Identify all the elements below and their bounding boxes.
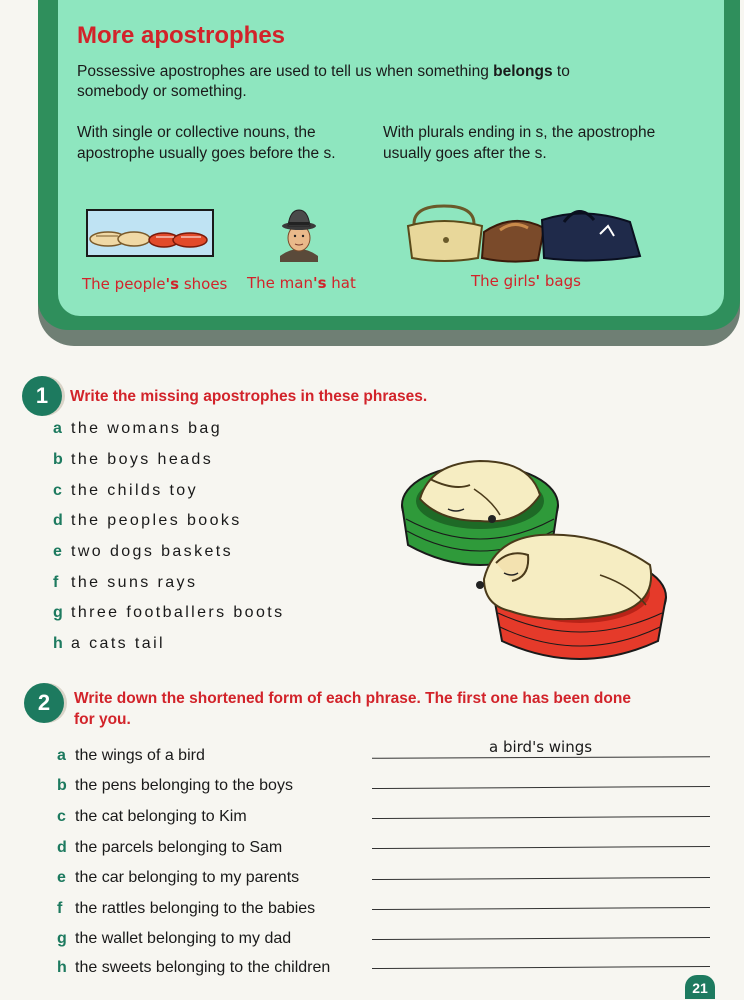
item-text: the pens belonging to the boys <box>75 777 293 794</box>
caption-mans-hat <box>247 274 356 292</box>
caption-text: bags <box>540 272 581 290</box>
item-text: two dogs baskets <box>71 543 234 560</box>
exercise-1-instruction: Write the missing apostrophes in these phrases. <box>70 388 428 405</box>
item-letter: d <box>57 839 67 856</box>
item-text: the wallet belonging to my dad <box>75 930 292 947</box>
item-letter: f <box>53 574 59 591</box>
item-text: the sweets belonging to the children <box>75 959 331 976</box>
answer-line[interactable] <box>372 816 710 819</box>
item-text: the wings of a bird <box>75 747 205 764</box>
exercise-2-item <box>57 839 282 857</box>
item-letter: g <box>53 604 63 621</box>
page-number: 21 <box>685 975 715 999</box>
item-letter: d <box>53 512 63 529</box>
item-text: the peoples books <box>71 512 242 529</box>
caption-text: The man <box>247 274 313 292</box>
exercise-2-badge: 2 <box>24 683 64 723</box>
item-letter: c <box>57 808 66 825</box>
item-text: the rattles belonging to the babies <box>75 900 316 917</box>
item-letter: f <box>57 900 63 917</box>
bags-illustration <box>404 202 644 264</box>
exercise-2-instruction <box>74 688 694 730</box>
caption-text: The people <box>82 275 166 293</box>
answer-line[interactable] <box>372 756 710 758</box>
instruction-line: for you. <box>74 711 131 728</box>
exercise-2-item <box>57 930 291 948</box>
exercise-1-badge: 1 <box>22 376 62 416</box>
rule-plural-nouns: With plurals ending in s, the apostrophe usually goes after the s. <box>383 124 656 162</box>
caption-apostrophe: ' <box>535 272 541 290</box>
exercise-1-item <box>53 512 242 530</box>
item-letter: e <box>53 543 62 560</box>
exercise-1-item <box>53 451 213 469</box>
caption-peoples-shoes <box>82 275 227 293</box>
intro-text-start: Possessive apostrophes are used to tell us when something <box>77 63 494 80</box>
item-letter: h <box>57 959 67 976</box>
caption-girls-bags <box>471 272 581 290</box>
exercise-1-item <box>53 604 285 622</box>
item-text: the childs toy <box>71 482 198 499</box>
item-letter: g <box>57 930 67 947</box>
answer-line[interactable] <box>372 937 710 940</box>
answer-text: a bird's wings <box>489 738 593 756</box>
caption-apostrophe: 's <box>312 274 327 292</box>
answer-line[interactable] <box>372 786 710 789</box>
exercise-2-item <box>57 747 205 765</box>
answer-line[interactable] <box>372 966 710 969</box>
instruction-line: Write down the shortened form of each phrase. The first one has been done <box>74 690 631 707</box>
item-text: the suns rays <box>71 574 198 591</box>
caption-text: shoes <box>179 275 228 293</box>
item-letter: c <box>53 482 62 499</box>
caption-text: The girls <box>471 272 536 290</box>
item-letter: b <box>53 451 63 468</box>
page-title: More apostrophes <box>77 22 286 49</box>
answer-line[interactable] <box>372 877 710 880</box>
item-text: three footballers boots <box>71 604 285 621</box>
item-text: the boys heads <box>71 451 214 468</box>
item-letter: e <box>57 869 66 886</box>
exercise-2-item <box>57 900 315 918</box>
item-letter: a <box>57 747 66 764</box>
intro-bold-word: belongs <box>493 63 553 80</box>
item-text: the car belonging to my parents <box>75 869 300 886</box>
caption-text: hat <box>326 274 356 292</box>
intro-text <box>77 62 637 102</box>
exercise-1-item <box>53 543 233 561</box>
item-letter: b <box>57 777 67 794</box>
shoes-illustration <box>86 209 214 257</box>
intro-text-end: to somebody or something. <box>77 63 570 100</box>
exercise-2-item <box>57 777 293 795</box>
rule-single-nouns: With single or collective nouns, the apostrophe usually goes before the s. <box>77 124 336 162</box>
exercise-2-item <box>57 808 247 826</box>
exercise-1-item <box>53 420 222 438</box>
answer-line[interactable] <box>372 846 710 849</box>
dogs-baskets-illustration <box>400 455 670 667</box>
exercise-1-item <box>53 482 198 500</box>
caption-apostrophe: 's <box>165 275 180 293</box>
item-letter: h <box>53 635 63 652</box>
item-text: the womans bag <box>71 420 223 437</box>
answer-line[interactable] <box>372 907 710 910</box>
exercise-1-item <box>53 635 165 653</box>
man-hat-illustration <box>274 206 324 262</box>
item-text: a cats tail <box>71 635 165 652</box>
exercise-2-item <box>57 959 330 977</box>
item-letter: a <box>53 420 62 437</box>
exercise-1-item <box>53 574 197 592</box>
exercise-2-item <box>57 869 299 887</box>
item-text: the parcels belonging to Sam <box>75 839 283 856</box>
item-text: the cat belonging to Kim <box>75 808 247 825</box>
